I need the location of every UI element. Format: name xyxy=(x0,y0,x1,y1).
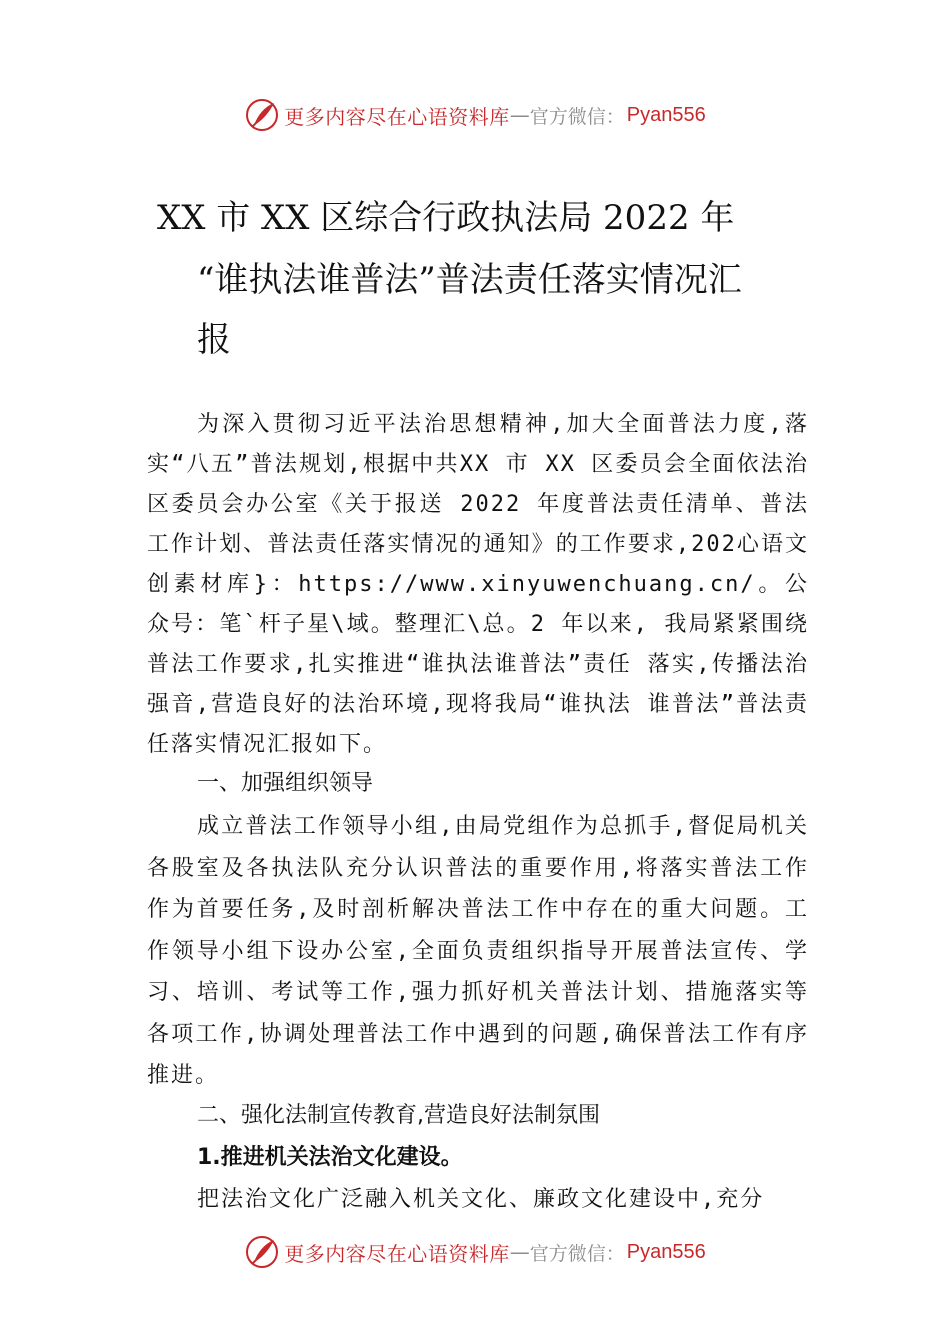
subsection-1-paragraph: 把法治文化广泛融入机关文化、廉政文化建设中,充分 xyxy=(197,1187,765,1212)
section-1-paragraph: 成立普法工作领导小组,由局党组作为总抓手,督促局机关各股室及各执法队充分认识普法的重要作用,将落实普法工作作为首要任务,及时剖析解决普法工作中存在的重大问题。工作领导小组下设办公室,全面负责组织指导开展普法宣传、学习、培训、考试等工作,强力抓好机关普法计划、措施落实等各项工作,协调处理普法工作中遇到的问题,确保普法工作有序推进。 xyxy=(147,814,809,1088)
intro-paragraph: 为深入贯彻习近平法治思想精神,加大全面普法力度,落实“八五”普法规划,根据中共XX 市 XX 区委员会全面依法治区委员会办公室《关于报送 2022 年度普法责任清单、普法工作计划、普法责任落实情况的通知》的工作要求,202心语文创素材库}：https://www.xinyuwenchuang.cn/。公众号：笔`杆子星\域。整理汇\总。2 年以来, 我局紧紧围绕普法工作要求,扎实推进“谁执法谁普法”责任 落实,传播法治强音,营造良好的法治环境,现将我局“谁执法 谁普法”普法责任落实情况汇报如下。 xyxy=(147,412,809,757)
document-title-line-2: “谁执法谁普法”普法责任落实情况汇 xyxy=(197,260,742,300)
watermark-brand: 更多内容尽在心语资料库 xyxy=(284,1241,510,1266)
subsection-heading-1: 1.推进机关法治文化建设。 xyxy=(197,1145,463,1170)
watermark-separator: — xyxy=(509,1240,530,1264)
watermark-brand: 更多内容尽在心语资料库 xyxy=(284,104,510,129)
watermark-account: Pyan556 xyxy=(626,103,706,126)
watermark-wechat-label: 官方微信： xyxy=(529,1242,625,1265)
watermark-separator: — xyxy=(509,103,530,127)
section-heading-1: 一、加强组织领导 xyxy=(197,771,374,796)
document-title-line-3: 报 xyxy=(197,320,231,360)
watermark-wechat-label: 官方微信： xyxy=(529,105,625,128)
document-title-line-1: XX 市 XX 区综合行政执法局 2022 年 xyxy=(157,198,735,238)
section-heading-2: 二、强化法制宣传教育,营造良好法制氛围 xyxy=(197,1103,600,1128)
feather-pen-icon xyxy=(244,1234,280,1270)
footer-watermark xyxy=(0,1232,950,1272)
feather-pen-icon xyxy=(244,97,280,133)
watermark-account: Pyan556 xyxy=(626,1240,706,1263)
header-watermark xyxy=(0,95,950,135)
